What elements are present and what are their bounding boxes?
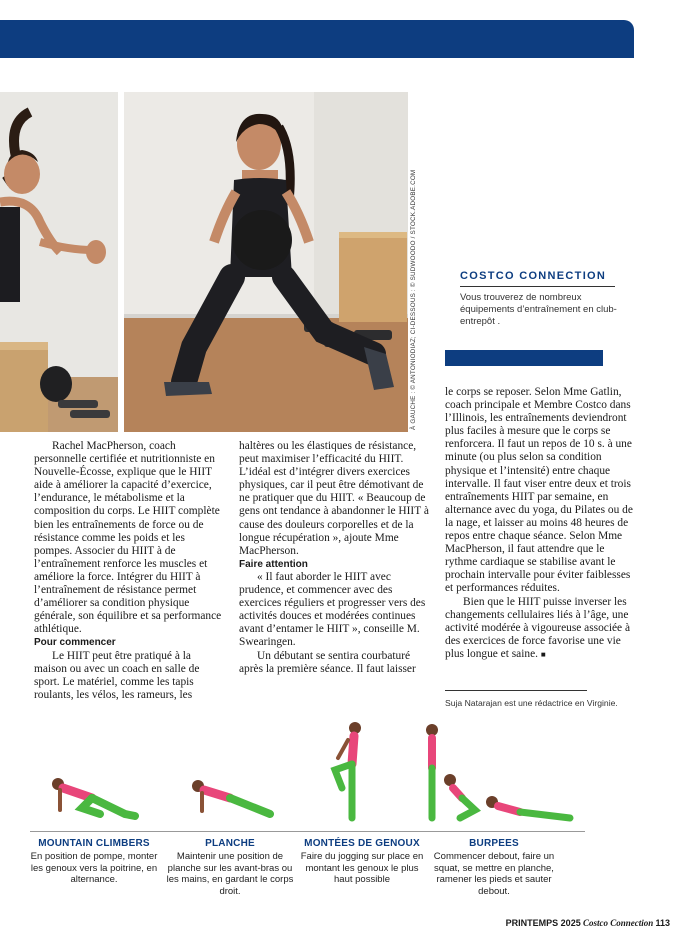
- exercise-title: MOUNTAIN CLIMBERS: [38, 838, 150, 849]
- paragraph: [445, 596, 635, 661]
- author-bio: Suja Natarajan est une rédactrice en Virginie.: [445, 698, 618, 708]
- exercise-description: Maintenir une position de planche sur les avant-bras ou les mains, en gardant le corps droit.: [166, 851, 294, 897]
- exercise-illustrations: [30, 718, 600, 828]
- header-band: [0, 20, 634, 58]
- paragraph: Rachel MacPherson, coach personnelle certifiée et nutritionniste en Nouvelle-Écosse, explique que le HIIT aide à améliorer la capacité d’exercice, l’endurance, le métabolisme et la composition du corps. Le HIIT complète bien les entraînements de force ou de résistance comme les poids et les pompes. Associer du HIIT à de l’entraînement renforce les muscles et améliore la force. Intégrer du HIIT à l’entraînement de résistance permet d’améliorer sa condition physique générale, son équilibre et sa performance athlétique.: [34, 440, 222, 636]
- paragraph: le corps se reposer. Selon Mme Gatlin, coach principale et Membre Costco dans l’Illinois, les entraînements deviendront plus faciles à mesure que le corps se renforcera. Il faut un repos de 10 s. à une minute (ou plus selon sa condition physique et l’intensité) entre chaque intervalle. Il faut viser entre deux et trois entraînements HIIT par semaine, en alternance avec du yoga, du Pilates ou de la nage, et laisser au moins 48 heures de repos entre chaque séance. Selon Mme MacPherson, il faut attendre que le rythme cardiaque se stabilise avant le prochain intervalle pour éviter faiblesses et performances réduites.: [445, 386, 633, 595]
- photo-credit: À GAUCHE : © ANTONIODIAZ; CI-DESSOUS : © SUDWOODO / STOCK.ADOBE.COM: [410, 169, 417, 430]
- footer-season: PRINTEMPS 2025: [505, 918, 581, 928]
- exercise-description: En position de pompe, monter les genoux vers la poitrine, en alternance.: [30, 851, 158, 885]
- subhead: Faire attention: [239, 558, 308, 570]
- footer-magazine: Costco Connection: [582, 918, 654, 928]
- page-number: 113: [655, 918, 670, 928]
- exercise-description: Commencer debout, faire un squat, se mettre en planche, ramener les pieds et sauter debout.: [433, 851, 555, 897]
- exercise-caption-mountain-climbers: [30, 838, 158, 886]
- exercise-caption-plank: [165, 838, 295, 897]
- article-column-3: [445, 386, 635, 661]
- article-column-2: [239, 440, 431, 676]
- high-knees-figure: [335, 722, 361, 818]
- end-mark-icon: ■: [540, 649, 546, 659]
- subhead: Pour commencer: [34, 637, 116, 649]
- page-footer: [470, 918, 670, 928]
- burpees-figure: [426, 724, 570, 818]
- photo-lunge-medicine-ball: [124, 92, 408, 432]
- paragraph: « Il faut aborder le HIIT avec prudence, et commencer avec des exercices réguliers et progresser vers des activités douces et modérées continues avant d’entamer le HIIT », conseille M. Swearingen.: [239, 570, 426, 649]
- paragraph: Un débutant se sentira courbaturé après la première séance. Il faut laisser: [239, 649, 416, 675]
- sidebar-accent-bar: [445, 350, 603, 366]
- exercise-caption-high-knees: [296, 838, 428, 886]
- mountain-climber-figure: [52, 778, 135, 816]
- article-column-1: [34, 440, 224, 702]
- exercise-description: Faire du jogging sur place en montant les genoux le plus haut possible: [300, 851, 424, 885]
- sidebar-title: COSTCO CONNECTION: [460, 270, 607, 282]
- photo-box-jump: [0, 92, 118, 432]
- paragraph: Le HIIT peut être pratiqué à la maison ou avec un coach en salle de sport. Le matériel, comme les tapis roulants, les vélos, les rameurs, les: [34, 649, 200, 701]
- plank-figure: [192, 780, 270, 814]
- sidebar-text: Vous trouverez de nombreux équipements d’entraînement en club-entrepôt .: [460, 292, 617, 327]
- exercise-title: MONTÉES DE GENOUX: [304, 838, 420, 849]
- exercise-title: BURPEES: [469, 838, 519, 849]
- captions-divider: [30, 831, 585, 832]
- bio-divider: [445, 690, 587, 691]
- exercise-caption-burpees: [428, 838, 560, 897]
- exercise-title: PLANCHE: [205, 838, 255, 849]
- sidebar-divider: [460, 286, 615, 287]
- paragraph: haltères ou les élastiques de résistance, peut maximiser l’efficacité du HIIT. L’idéal est d’intégrer divers exercices physiques, car il peut être démotivant de ne pratiquer que du HIIT. « Beaucoup de gens ont tendance à abandonner le HIIT à cause des douleurs corporelles et de la longue récupération », ajoute Mme MacPherson.: [239, 440, 429, 557]
- paragraph-text: Bien que le HIIT puisse inverser les changements cellulaires liés à l’âge, une activité modérée à vigoureuse associée à des exercices de force favorise une vie plus longue et saine.: [445, 595, 631, 660]
